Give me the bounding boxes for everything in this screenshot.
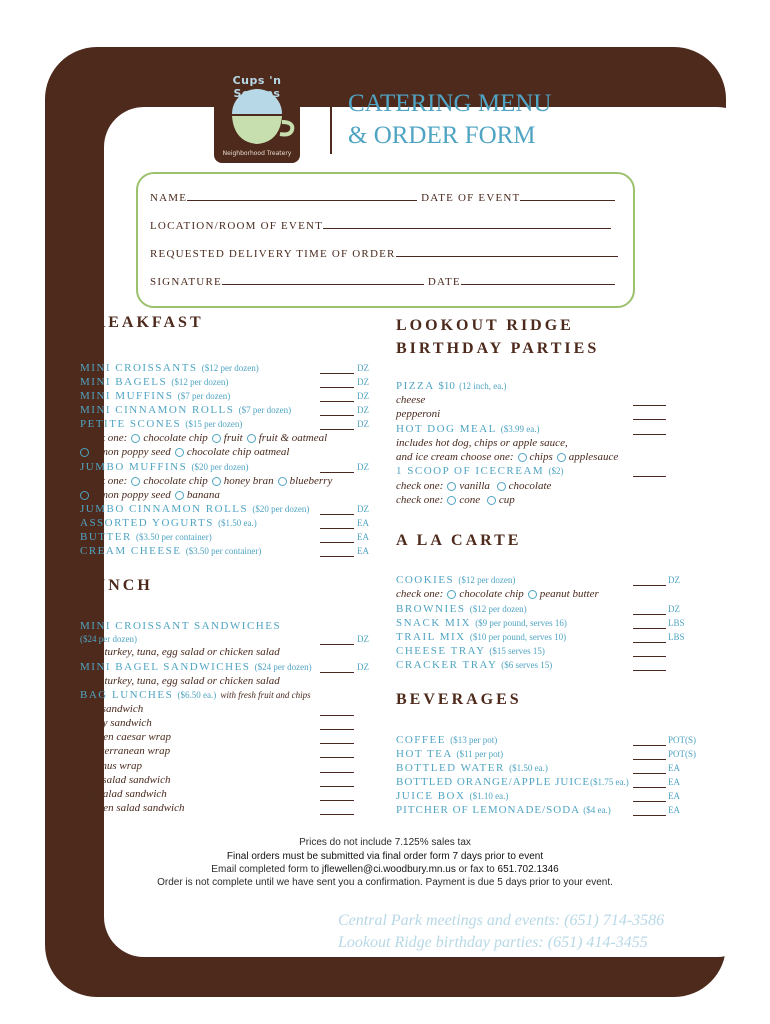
delivery-time-label: REQUESTED DELIVERY TIME OF ORDER xyxy=(150,248,396,260)
page-title xyxy=(348,88,551,152)
sandwich-option: hummus wrap xyxy=(80,760,143,772)
name-field[interactable] xyxy=(187,190,417,201)
name-label: NAME xyxy=(150,192,188,204)
qty-field[interactable] xyxy=(320,757,354,758)
qty-field[interactable] xyxy=(633,642,666,643)
item-price: ($11 per pot) xyxy=(456,749,504,759)
radio-option[interactable] xyxy=(447,590,456,599)
item-name: ASSORTED YOGURTS xyxy=(80,517,214,529)
qty-field[interactable] xyxy=(633,434,666,435)
unit-label: EA xyxy=(668,805,680,815)
deadline-note: Final orders must be submitted via final order form 7 days prior to event xyxy=(226,851,544,862)
location-field[interactable] xyxy=(323,218,611,229)
unit-label: POT(S) xyxy=(668,749,697,759)
menu-item xyxy=(396,748,503,760)
option-label: peanut butter xyxy=(539,588,599,600)
item-price: ($12 per dozen) xyxy=(469,604,527,614)
name-row xyxy=(150,190,615,204)
delivery-time-row xyxy=(150,246,618,260)
item-size: (12 inch, ea.) xyxy=(459,381,507,391)
scone-options-2 xyxy=(76,446,289,458)
qty-field[interactable] xyxy=(320,401,354,402)
unit-label: DZ xyxy=(357,462,369,472)
item-name: MINI CINNAMON ROLLS xyxy=(80,404,235,416)
qty-field[interactable] xyxy=(320,729,354,730)
option-label: cup xyxy=(498,494,515,506)
unit-label: LBS xyxy=(668,618,685,628)
qty-field[interactable] xyxy=(320,814,354,815)
unit-label: DZ xyxy=(357,662,369,672)
menu-item xyxy=(80,517,257,529)
beverages-heading: BEVERAGES xyxy=(396,691,522,708)
item-price: ($1.50 ea.) xyxy=(218,518,257,528)
check-one-label: check one: xyxy=(396,480,444,492)
item-name: PIZZA xyxy=(396,380,435,392)
submission-text-2: or fax to xyxy=(455,864,498,875)
option-label: banana xyxy=(186,489,220,501)
logo-tagline: Neighborhood Treatery xyxy=(222,150,292,157)
radio-option[interactable] xyxy=(247,434,256,443)
qty-field[interactable] xyxy=(320,373,354,374)
menu-item xyxy=(80,689,311,701)
item-name: JUMBO CINNAMON ROLLS xyxy=(80,503,249,515)
unit-label: POT(S) xyxy=(668,735,697,745)
radio-option[interactable] xyxy=(278,477,287,486)
unit-label: EA xyxy=(668,763,680,773)
qty-field[interactable] xyxy=(320,743,354,744)
submission-note xyxy=(0,864,770,875)
radio-option[interactable] xyxy=(518,453,527,462)
pizza-option: cheese xyxy=(396,394,426,406)
item-price: ($3.50 per container) xyxy=(185,546,262,556)
option-label: lemon poppy seed xyxy=(92,446,171,458)
qty-field[interactable] xyxy=(633,801,666,802)
unit-label: DZ xyxy=(357,363,369,373)
unit-label: DZ xyxy=(668,575,680,585)
item-name: BAG LUNCHES xyxy=(80,689,174,701)
option-label: chocolate xyxy=(508,480,552,492)
item-price: ($12 per dozen) xyxy=(171,377,229,387)
qty-field[interactable] xyxy=(633,476,666,477)
breakfast-heading: BREAKFAST xyxy=(80,314,204,331)
unit-label: DZ xyxy=(357,391,369,401)
cookie-options xyxy=(396,588,599,600)
a-la-carte-heading: A LA CARTE xyxy=(396,532,522,549)
item-name: BOTTLED ORANGE/APPLE JUICE xyxy=(396,776,591,788)
item-price: ($15 serves 15) xyxy=(489,646,545,656)
qty-field[interactable] xyxy=(320,715,354,716)
item-name: MINI CROISSANTS xyxy=(80,362,198,374)
menu-item xyxy=(80,545,261,557)
check-one-label: check one: xyxy=(80,475,128,487)
signature-row xyxy=(150,274,615,288)
menu-item xyxy=(396,645,545,657)
item-price: ($3.99 ea.) xyxy=(500,424,540,434)
item-name: 1 SCOOP OF ICECREAM xyxy=(396,465,545,477)
title-line-1: CATERING MENU xyxy=(348,90,552,117)
item-price: $10 xyxy=(438,380,455,392)
qty-field[interactable] xyxy=(320,472,354,473)
lunch-heading: LUNCH xyxy=(80,577,153,594)
date-of-event-field[interactable] xyxy=(520,190,615,201)
radio-option[interactable] xyxy=(175,448,184,457)
radio-option[interactable] xyxy=(497,482,506,491)
delivery-time-field[interactable] xyxy=(396,246,618,257)
item-name: PETITE SCONES xyxy=(80,418,182,430)
signature-field[interactable] xyxy=(222,274,424,285)
item-price: ($1.50 ea.) xyxy=(509,763,548,773)
menu-item xyxy=(80,404,291,416)
cups-n-scoops-logo xyxy=(214,72,300,163)
date-field[interactable] xyxy=(461,274,615,285)
menu-item: MINI CROISSANT SANDWICHES xyxy=(80,620,282,632)
qty-field[interactable] xyxy=(320,542,354,543)
item-price: ($3.50 per container) xyxy=(136,532,212,542)
qty-field[interactable] xyxy=(633,628,666,629)
item-price: ($20 per dozen) xyxy=(191,462,249,472)
item-price: ($13 per pot) xyxy=(450,735,498,745)
item-name: CRACKER TRAY xyxy=(396,659,498,671)
check-one-label: check one: xyxy=(396,494,444,506)
menu-item xyxy=(396,380,507,392)
menu-item xyxy=(80,362,259,374)
qty-field[interactable] xyxy=(633,670,666,671)
item-name: PITCHER OF LEMONADE/SODA xyxy=(396,804,580,816)
unit-label: LBS xyxy=(668,632,685,642)
fax-number: 651.702.1346 xyxy=(497,864,559,875)
sandwich-option: chicken caesar wrap xyxy=(80,731,172,743)
option-label: chocolate chip xyxy=(143,432,208,444)
menu-item xyxy=(396,423,539,435)
item-name: COOKIES xyxy=(396,574,455,586)
radio-option[interactable] xyxy=(212,434,221,443)
qty-field[interactable] xyxy=(320,772,354,773)
item-name: COFFEE xyxy=(396,734,446,746)
unit-label: DZ xyxy=(357,377,369,387)
unit-label: EA xyxy=(357,546,369,556)
item-price: ($12 per dozen) xyxy=(458,575,516,585)
option-label: vanilla xyxy=(459,480,490,492)
menu-item xyxy=(396,631,566,643)
qty-field[interactable] xyxy=(320,387,354,388)
item-note: with fresh fruit and chips xyxy=(220,690,311,700)
flavor-options xyxy=(396,480,551,492)
location-label: LOCATION/ROOM OF EVENT xyxy=(150,220,324,232)
pizza-option: pepperoni xyxy=(396,408,441,420)
option-label: blueberry xyxy=(289,475,333,487)
item-price: ($24 per dozen) xyxy=(254,662,312,672)
qty-field[interactable] xyxy=(633,405,666,406)
heading-line-2: BIRTHDAY PARTIES xyxy=(396,340,600,357)
qty-field[interactable] xyxy=(320,556,354,557)
menu-item xyxy=(80,418,242,430)
check-one-label: check one: xyxy=(396,588,444,600)
sandwich-option: mediterranean wrap xyxy=(80,745,171,757)
unit-label: DZ xyxy=(357,504,369,514)
option-label: chocolate chip xyxy=(459,588,524,600)
check-one-label: check one: xyxy=(80,432,128,444)
item-price: ($1.75 ea.) xyxy=(590,777,629,787)
qty-field[interactable] xyxy=(633,787,666,788)
radio-option[interactable] xyxy=(528,590,537,599)
email-link[interactable]: jflewellen@ci.woodbury.mn.us xyxy=(321,864,456,875)
qty-field[interactable] xyxy=(633,419,666,420)
item-name: SNACK MIX xyxy=(396,617,471,629)
menu-item xyxy=(80,461,248,473)
central-park-contact: Central Park meetings and events: (651) 714-3586 xyxy=(338,912,665,929)
item-price-row xyxy=(80,633,137,645)
lookout-ridge-contact: Lookout Ridge birthday parties: (651) 414-3455 xyxy=(338,934,648,951)
date-label: DATE xyxy=(427,276,461,288)
qty-field[interactable] xyxy=(320,415,354,416)
item-name: HOT TEA xyxy=(396,748,453,760)
item-description: ham, turkey, tuna, egg salad or chicken salad xyxy=(80,675,280,687)
item-name: BUTTER xyxy=(80,531,132,543)
item-name: CHEESE TRAY xyxy=(396,645,486,657)
qty-field[interactable] xyxy=(320,786,354,787)
radio-option[interactable] xyxy=(447,496,456,505)
title-divider xyxy=(330,84,332,154)
submission-text: Email completed form to xyxy=(211,864,322,875)
heading-line-1: LOOKOUT RIDGE xyxy=(396,317,574,334)
radio-option[interactable] xyxy=(175,491,184,500)
qty-field[interactable] xyxy=(633,815,666,816)
date-of-event-label: DATE OF EVENT xyxy=(421,192,521,204)
option-label: fruit xyxy=(223,432,243,444)
sandwich-option: tuna salad sandwich xyxy=(80,774,171,786)
qty-field[interactable] xyxy=(633,745,666,746)
menu-item xyxy=(396,762,548,774)
item-name: JUICE BOX xyxy=(396,790,466,802)
menu-item xyxy=(396,617,567,629)
menu-item xyxy=(396,804,611,816)
item-name: CREAM CHEESE xyxy=(80,545,182,557)
item-price: ($9 per pound, serves 16) xyxy=(475,618,567,628)
item-description: includes hot dog, chips or apple sauce, xyxy=(396,437,568,449)
unit-label: DZ xyxy=(357,419,369,429)
radio-option[interactable] xyxy=(447,482,456,491)
item-name: BOTTLED WATER xyxy=(396,762,505,774)
item-price: ($15 per dozen) xyxy=(185,419,243,429)
radio-option[interactable] xyxy=(80,448,89,457)
radio-option[interactable] xyxy=(557,453,566,462)
item-name: MINI MUFFINS xyxy=(80,390,174,402)
option-label: chips xyxy=(529,451,553,463)
menu-item xyxy=(80,503,309,515)
item-price: ($7 per dozen) xyxy=(238,405,292,415)
menu-item xyxy=(396,734,497,746)
sandwich-option: turkey sandwich xyxy=(80,717,152,729)
qty-field[interactable] xyxy=(320,528,354,529)
muffin-options-2 xyxy=(76,489,220,501)
qty-field[interactable] xyxy=(320,514,354,515)
item-name: HOT DOG MEAL xyxy=(396,423,497,435)
qty-field[interactable] xyxy=(320,644,354,645)
sales-tax-note: Prices do not include 7.125% sales tax xyxy=(299,837,471,848)
item-price: ($2) xyxy=(548,466,564,476)
muffin-options xyxy=(80,475,332,487)
unit-label: DZ xyxy=(357,634,369,644)
menu-item xyxy=(80,376,228,388)
item-price: ($20 per dozen) xyxy=(252,504,310,514)
item-price: ($12 per dozen) xyxy=(201,363,259,373)
logo-brand-text: Cups 'n Scoops xyxy=(232,74,282,100)
choose-one-label: and ice cream choose one: xyxy=(396,451,514,463)
radio-option[interactable] xyxy=(212,477,221,486)
item-name: JUMBO MUFFINS xyxy=(80,461,188,473)
qty-field[interactable] xyxy=(633,656,666,657)
menu-item xyxy=(396,465,563,477)
qty-field[interactable] xyxy=(633,759,666,760)
birthday-parties-heading xyxy=(396,314,599,360)
menu-item xyxy=(396,603,527,615)
menu-item xyxy=(396,790,508,802)
vessel-options xyxy=(396,494,515,506)
qty-field[interactable] xyxy=(320,672,354,673)
item-name: MINI BAGELS xyxy=(80,376,168,388)
item-price: ($10 per pound, serves 10) xyxy=(469,632,567,642)
item-price: ($24 per dozen) xyxy=(80,634,137,644)
option-label: cone xyxy=(459,494,481,506)
sandwich-option: ham sandwich xyxy=(80,703,144,715)
item-price: ($6 serves 15) xyxy=(501,660,553,670)
unit-label: EA xyxy=(357,518,369,528)
title-line-2: & ORDER FORM xyxy=(348,122,536,149)
qty-field[interactable] xyxy=(320,800,354,801)
item-name: MINI BAGEL SANDWICHES xyxy=(80,661,251,673)
unit-label: DZ xyxy=(668,604,680,614)
menu-item xyxy=(396,659,552,671)
sandwich-option: chicken salad sandwich xyxy=(80,802,185,814)
unit-label: EA xyxy=(668,791,680,801)
signature-label: SIGNATURE xyxy=(150,276,222,288)
radio-option[interactable] xyxy=(131,477,140,486)
qty-field[interactable] xyxy=(633,585,666,586)
hotdog-options xyxy=(396,451,618,463)
item-name: BROWNIES xyxy=(396,603,466,615)
scone-options xyxy=(80,432,327,444)
radio-option[interactable] xyxy=(80,491,89,500)
item-price: ($1.10 ea.) xyxy=(469,791,509,801)
option-label: lemon poppy seed xyxy=(92,489,171,501)
option-label: chocolate chip xyxy=(143,475,208,487)
radio-option[interactable] xyxy=(487,496,496,505)
menu-item xyxy=(80,531,212,543)
menu-item xyxy=(80,390,230,402)
item-price: ($7 per dozen) xyxy=(177,391,231,401)
menu-item xyxy=(396,574,515,586)
item-price: ($6.50 ea.) xyxy=(177,690,217,700)
unit-label: EA xyxy=(357,532,369,542)
unit-label: EA xyxy=(668,777,680,787)
sandwich-option: egg salad sandwich xyxy=(80,788,167,800)
menu-item xyxy=(396,776,629,788)
item-price: ($4 ea.) xyxy=(583,805,611,815)
item-name: TRAIL MIX xyxy=(396,631,466,643)
menu-item xyxy=(80,661,312,673)
item-description: ham, turkey, tuna, egg salad or chicken salad xyxy=(80,646,280,658)
option-label: chocolate chip oatmeal xyxy=(186,446,290,458)
qty-field[interactable] xyxy=(633,773,666,774)
confirmation-note: Order is not complete until we have sent you a confirmation. Payment is due 5 days prior to your event. xyxy=(157,877,613,888)
option-label: applesauce xyxy=(568,451,619,463)
unit-label: DZ xyxy=(357,405,369,415)
qty-field[interactable] xyxy=(633,614,666,615)
option-label: fruit & oatmeal xyxy=(258,432,328,444)
option-label: honey bran xyxy=(223,475,274,487)
location-row xyxy=(150,218,611,232)
qty-field[interactable] xyxy=(320,429,354,430)
radio-option[interactable] xyxy=(131,434,140,443)
